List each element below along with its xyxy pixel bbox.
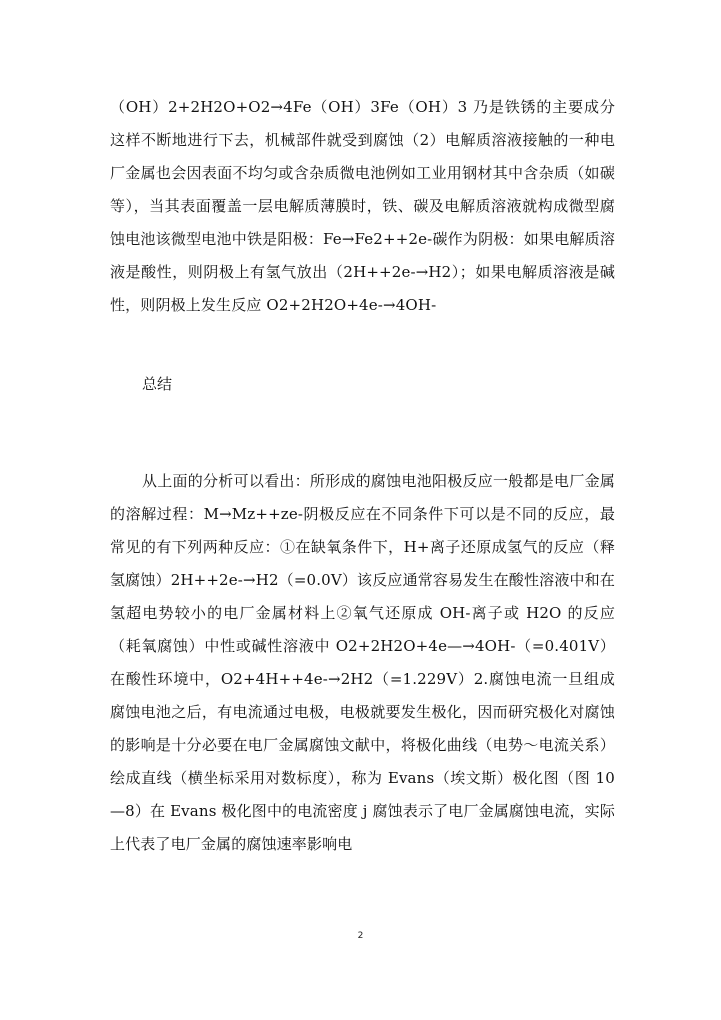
section-heading-summary: 总结: [142, 375, 173, 393]
body-paragraph-summary: 从上面的分析可以看出：所形成的腐蚀电池阳极反应一般都是电厂金属的溶解过程：M→Mz++ze-阴极反应在不同条件下可以是不同的反应，最常见的有下列两种反应：①在缺氧条件下，H+离子还原成氢气的反应（释氢腐蚀）2H++2e-→H2（=0.0V）该反应通常容易发生在酸性溶液中和在氢超电势较小的电厂金属材料上②氧气还原成 OH-离子或 H2O 的反应（耗氧腐蚀）中性或碱性溶液中 O2+2H2O+4e—→4OH-（=0.401V）在酸性环境中，O2+4H++4e-→2H2（=1.229V）2.腐蚀电流一旦组成腐蚀电池之后，有电流通过电极，电极就要发生极化，因而研究极化对腐蚀的影响是十分必要在电厂金属腐蚀文献中，将极化曲线（电势～电流关系）绘成直线（横坐标采用对数标度），称为 Evans（埃文斯）极化图（图 10—8）在 Evans 极化图中的电流密度 j 腐蚀表示了电厂金属腐蚀电流，实际上代表了电厂金属的腐蚀速率影响电: [110, 472, 615, 853]
page-number: 2: [357, 931, 364, 941]
body-paragraph-corrosion-mechanism: （OH）2+2H2O+O2→4Fe（OH）3Fe（OH）3 乃是铁锈的主要成分这样不断地进行下去，机械部件就受到腐蚀（2）电解质溶液接触的一种电厂金属也会因表面不均匀或含杂质微电池例如工业用钢材其中含杂质（如碳等），当其表面覆盖一层电解质薄膜时，铁、碳及电解质溶液就构成微型腐蚀电池该微型电池中铁是阳极：Fe→Fe2++2e-碳作为阴极：如果电解质溶液是酸性，则阴极上有氢气放出（2H++2e-→H2）；如果电解质溶液是碱性，则阴极上发生反应 O2+2H2O+4e-→4OH-: [110, 98, 615, 314]
